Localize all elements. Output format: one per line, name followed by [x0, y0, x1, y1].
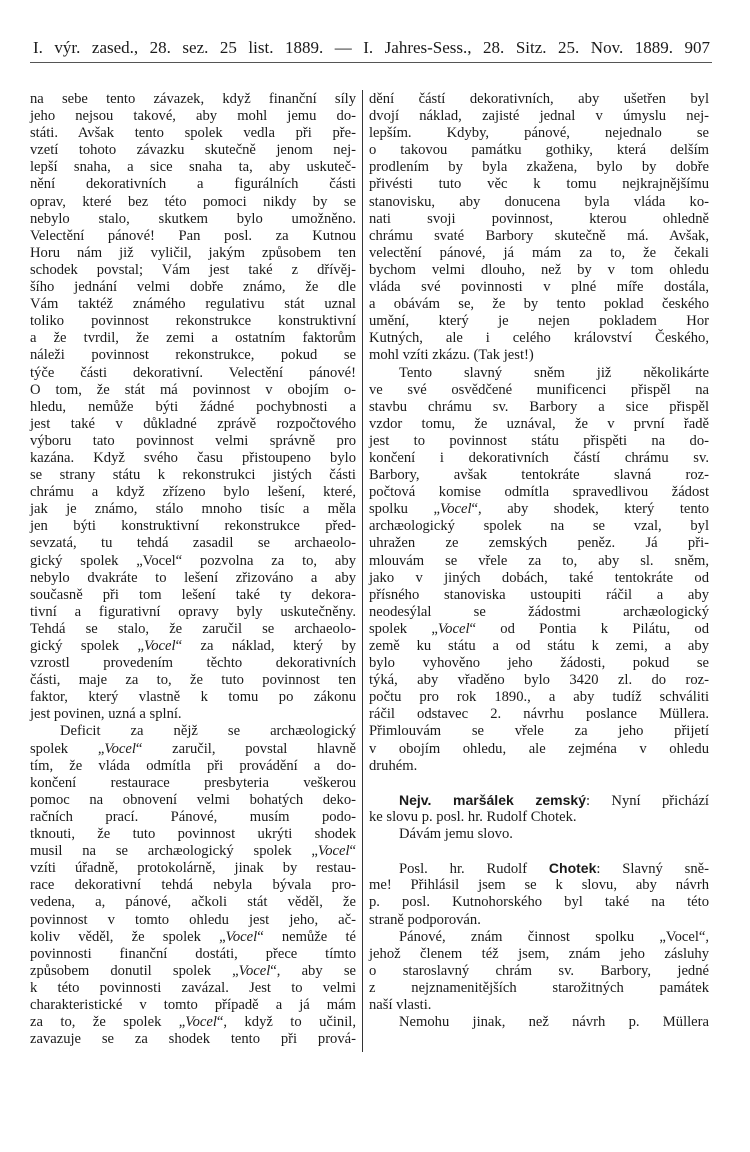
text-line: chrámu svaté Barbory skutečně má. Avšak, [369, 227, 709, 244]
text-line: uhražen ze zemských peněz. Já při- [369, 535, 709, 552]
text-line: počtu pro rok 1890., a aby tudíž schváliti [369, 689, 709, 706]
text-line: bychom velmi dlouho, než by v tom ohledu [369, 261, 709, 278]
text-line [30, 638, 356, 655]
text-line: naší vlasti. [369, 996, 432, 1013]
text-line: a že tvrdil, že zemi a ostatním faktorům [30, 330, 356, 347]
text-segment: “ [349, 843, 356, 860]
text-line: povinnost v tomto ohledu jest jeho, ač- [30, 911, 356, 928]
text-line: lepším. Kdyby, pánové, nejednalo se [369, 125, 709, 142]
text-segment: “, když to učinil, [216, 1014, 356, 1031]
speaker-name: Chotek [548, 860, 597, 877]
text-line: v obojím ohledu, ale zejména v ohledu [369, 740, 709, 757]
text-line: země ku státu a od státu k zemi, a aby [369, 638, 709, 654]
text-line: nati svoji povinnost, kterou ohledně [369, 210, 709, 227]
text-line: jeho nejsou takové, aby mohl jemu do- [30, 108, 356, 125]
text-line: druhém. [369, 757, 418, 774]
text-line: na sebe tento závazek, když finanční síly [30, 91, 356, 107]
text-line: a obávám se, že by tento poklad českého [369, 296, 709, 313]
text-line: končení restaurace presbyteria veškerou [30, 774, 356, 791]
text-line: pomoc na obnovení velmi bohatých deko- [30, 791, 356, 808]
text-line: prodlením by byla zkažena, bylo by dobře [369, 159, 709, 176]
text-line: lepší snaha, a sice snaha ta, aby uskuteč- [30, 159, 356, 176]
text-line: ráčil odstavec 2. návrhu poslance Müllera. [369, 706, 709, 723]
text-line [30, 963, 356, 980]
text-line: k této povinnosti zavázal. Jest to velmi [30, 979, 356, 996]
text-line: bylo vyhověno jeho žádosti, pokud se [369, 655, 709, 672]
text-segment: “, aby se [270, 962, 356, 979]
text-line: šího jednání velmi dobře známo, že dle [30, 279, 356, 296]
text-line: vzíti úřadně, protokolárně, jinak by restau- [30, 860, 356, 877]
text-segment: “ od Pontia k Pilátu, od [469, 620, 709, 637]
text-line: Tehdá se stalo, že zaručil se archaeolo- [30, 620, 356, 637]
text-line: vzdor tomu, že uznával, že v první řadě [369, 415, 709, 432]
italic-text: Vocel [104, 740, 136, 757]
text-line: týče části dekorativní. Velectění pánové! [30, 364, 356, 381]
text-line: tím, že vláda odmítla při provádění a do- [30, 757, 356, 774]
text-line: straně podporován. [369, 911, 481, 928]
text-line: faktor, který vlastně k tomu po zákonu [30, 689, 356, 706]
italic-text: Vocel [437, 620, 470, 637]
text-line: oprav, které bez této pomoci nikdy by se [30, 193, 356, 210]
text-line: náleži povinnost rekonstrukce, pokud se [30, 347, 356, 364]
text-line: sevzatá, tu tehdá zasadil se archaeolo- [30, 535, 356, 552]
text-segment: způsobem donutil spolek „ [30, 962, 239, 979]
text-line: Kutných, ale i celého království Českého, [369, 330, 709, 347]
text-line: chrámu a když zřízeno bylo lešení, které, [30, 484, 356, 501]
text-line: ve své osvědčené munificenci přispěl na [369, 381, 709, 398]
text-segment: “ nemůže té [257, 928, 356, 945]
text-line: dění částí dekorativních, aby ušetřen byl [369, 91, 709, 107]
text-segment: spolku „ [369, 501, 440, 518]
text-line: stanovisku, aby donucena byla vláda ko- [369, 193, 709, 210]
italic-text: Vocel [439, 501, 472, 518]
text-line: Deficit za nějž se archæologický [60, 723, 356, 740]
text-line: Horu nám již vyličil, jakým způsobem ten [30, 244, 356, 261]
text-segment: “, aby shodek, který tento [471, 501, 709, 518]
text-line: nebylo stalo, skutkem bylo umožněno. [30, 210, 356, 227]
text-line: povinnosti finanční dostáti, přece tímto [30, 945, 356, 962]
speaker-name: Nejv. maršálek zemský [399, 791, 586, 808]
text-line: o staroslavný chrám sv. Barbory, jedné [369, 962, 709, 979]
text-line [369, 843, 709, 860]
text-line: hledu, nemůže býti žádné pochybnosti a [30, 398, 356, 415]
text-line: O tom, že stát má povinnost v obojím o- [30, 381, 356, 398]
text-line: vedena, a, pánové, ačkoli stát věděl, že [30, 894, 356, 911]
text-line: velectění pánové, já mám za to, že čekali [369, 244, 709, 261]
left-column [30, 91, 356, 1048]
text-line: části, maje za to, že tuto povinnost ten [30, 672, 356, 689]
text-segment: spolek „ [30, 740, 105, 757]
text-segment: “ za náklad, který by [175, 638, 356, 654]
text-line: me! Přihlásil jsem se k slovu, aby návrh [369, 877, 709, 894]
text-line: vláda své povinnosti v plné míře dostála, [369, 279, 709, 296]
text-line: vzetí tohoto závazku skutečně jenom nej- [30, 142, 356, 159]
text-line [30, 929, 356, 946]
text-line: Přimlouvám se vřele za jeho přijetí [369, 723, 709, 740]
text-line: současně při tom lešení také ty dekora- [30, 586, 356, 603]
text-line: nění dekorativních a figurálních části [30, 176, 356, 193]
text-line: státi. Avšak tento spolek vedla při pře- [30, 125, 356, 142]
text-line: tknouti, že tuto povinnost ukrýti shodek [30, 826, 356, 843]
text-line: počtová komise odmítla spravedlivou žádost [369, 484, 709, 501]
text-line: jak je známo, stálo mnoho tisíc a měla [30, 501, 356, 518]
text-line: jehož členem též jsem, znám jeho zásluhy [369, 945, 709, 962]
italic-text: Vocel [225, 928, 258, 945]
text-line [369, 501, 709, 518]
text-segment: koliv věděl, že spolek „ [30, 928, 226, 945]
text-segment: “ zaručil, povstal hlavně [135, 740, 356, 757]
text-line: mohl vzíti zkázu. (Tak jest!) [369, 347, 534, 364]
italic-text: Vocel [185, 1014, 217, 1031]
text-line: tivní a figurativní opravy byly uskutečněny. [30, 603, 356, 620]
text-line: se strany státu k rekonstrukci jistých části [30, 467, 356, 484]
text-line: stavbu chrámu sv. Barbory a sice přispěl [369, 398, 709, 415]
text-line: Tento slavný sněm již několikárte [399, 364, 709, 381]
text-line: jen býti konstruktivní rekonstrukce před- [30, 518, 356, 535]
text-line: kazána. Když svého času přistoupeno bylo [30, 449, 356, 466]
text-line: p. posl. Kutnohorského byl také na této [369, 894, 709, 911]
text-line: Dávám jemu slovo. [399, 826, 513, 843]
text-line: Nemohu jinak, než návrh p. Müllera [399, 1014, 709, 1031]
text-line: přísného stanoviska ustoupiti ráčil a aby [369, 586, 709, 603]
text-segment: : Nyní přichází [585, 792, 709, 809]
text-line: přivésti tuto věc k tomu nejkrajnějšímu [369, 176, 709, 193]
text-segment: musil na se archæologický spolek „ [30, 843, 318, 860]
text-line: z nejznamenitějších starožitných památek [369, 979, 709, 996]
text-line: vzrostl provedením těchto dekorativních [30, 655, 356, 672]
text-segment: Posl. hr. Rudolf [399, 861, 549, 878]
text-line [369, 775, 709, 792]
text-line: týká, aby vřaděno bylo 3420 zl. do roz- [369, 672, 709, 689]
text-line: nebylo dvakráte to lešení zřizováno a aby [30, 569, 356, 586]
italic-text: Vocel [238, 962, 271, 979]
text-line: Pánové, znám činnost spolku „Vocel“, [399, 928, 709, 945]
text-line [369, 621, 709, 638]
column-divider [362, 90, 363, 1052]
text-line: jest také v důkladné zprávě rozpočtového [30, 415, 356, 432]
header-rule [30, 62, 712, 63]
page-header: I. výr. zased., 28. sez. 25 list. 1889. — I. Jahres-Sess., 28. Sitz. 25. Nov. 1889. 907 [33, 38, 710, 57]
text-line: charakteristické v tomto případě a já mám [30, 996, 356, 1013]
text-segment: za to, že spolek „ [30, 1014, 186, 1031]
text-line: neodesýlal se žádostmi archæologický [369, 603, 709, 620]
text-line: račních prací. Pánové, musím podo- [30, 808, 356, 825]
text-line: ke slovu p. posl. hr. Rudolf Chotek. [369, 808, 577, 825]
text-line [30, 1014, 356, 1031]
text-line: končení i dekorativních částí chrámu sv. [369, 449, 709, 466]
text-segment: : Slavný sně- [596, 861, 709, 878]
text-line [30, 741, 356, 758]
text-line: zavazuje se za shodek tento při prová- [30, 1031, 356, 1048]
text-segment: gický spolek „ [30, 638, 144, 654]
text-line: Vám taktéž známého regulativu stát uznal [30, 296, 356, 313]
text-line: o takovou památku gothiky, která delším [369, 142, 709, 159]
right-column [369, 91, 709, 1031]
text-line [369, 860, 709, 877]
text-line: schodek povstal; Vám jest také z dřívěj- [30, 261, 356, 278]
text-line [30, 843, 356, 860]
text-line [369, 792, 709, 809]
text-line: dvojí náklad, zajisté jednal v úmyslu nej- [369, 108, 709, 125]
text-line: gický spolek „Vocel“ pozvolna za to, aby [30, 552, 356, 569]
text-segment: spolek „ [369, 620, 438, 637]
text-line: archæologický spolek na se vzal, byl [369, 518, 709, 535]
text-line: jest povinen, uzná a splní. [30, 706, 182, 723]
text-line: jako v jiných dobách, také tentokráte od [369, 569, 709, 586]
text-line: umění, který je nejen pokladem Hor [369, 313, 709, 330]
text-line: toliko povinnost rekonstrukce konstruktivní [30, 313, 356, 330]
text-line: výboru tato povinnost velmi správně pro [30, 432, 356, 449]
text-line: jest to povinnost státu přispěti na do- [369, 432, 709, 449]
text-line: race dekorativní tehdá nebyla bývala pro- [30, 877, 356, 894]
italic-text: Vocel [143, 638, 176, 654]
italic-text: Vocel [317, 843, 350, 860]
text-line: Barbory, avšak tentokráte slavná roz- [369, 467, 709, 484]
text-line: mlouvám se vřele za to, aby sl. sněm, [369, 552, 709, 569]
text-line: Velectění pánové! Pan posl. za Kutnou [30, 227, 356, 244]
